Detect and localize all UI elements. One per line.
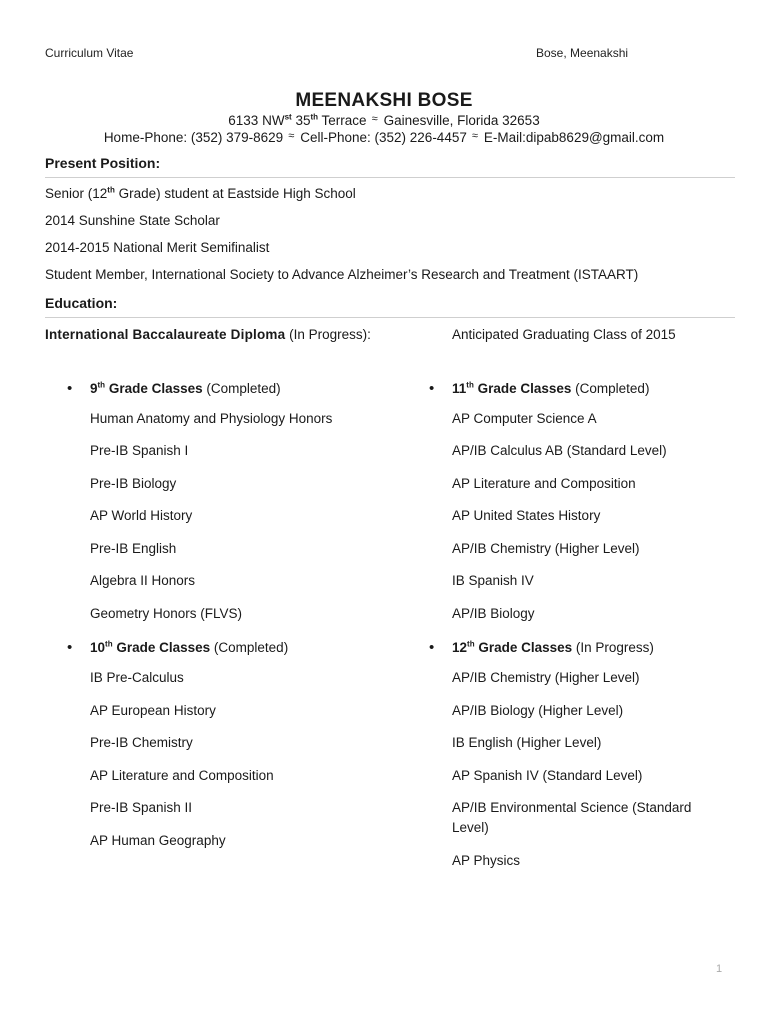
class-item: IB Spanish IV (452, 573, 534, 588)
class-item: IB Pre-Calculus (90, 670, 184, 685)
class-item: AP/IB Calculus AB (Standard Level) (452, 443, 667, 458)
class-item: Pre-IB Spanish I (90, 443, 189, 458)
class-item: AP Literature and Composition (452, 476, 636, 491)
street-suffix-2: th (310, 112, 319, 122)
grade-number: 11 (452, 381, 467, 396)
class-item: AP Spanish IV (Standard Level) (452, 768, 643, 783)
address-line (0, 113, 768, 128)
street-prefix: 6133 NW (228, 113, 285, 128)
graduating-class: Anticipated Graduating Class of 2015 (452, 327, 676, 342)
class-item: AP World History (90, 508, 193, 523)
separator-glyph: ≈ (288, 130, 295, 142)
class-item: AP/IB Chemistry (Higher Level) (452, 541, 640, 556)
bullet-icon: • (67, 380, 73, 397)
grade-label: Grade Classes (474, 640, 573, 655)
page-number: 1 (716, 963, 723, 975)
class-item: Geometry Honors (FLVS) (90, 606, 243, 621)
separator-glyph: ≈ (471, 130, 478, 142)
ordinal-suffix: th (105, 639, 113, 649)
grade-heading (429, 380, 650, 397)
class-item: AP Literature and Composition (90, 768, 274, 783)
grade-label: Grade Classes (112, 640, 211, 655)
grade-status: (Completed) (210, 640, 289, 655)
diploma-title: International Baccalaureate Diploma (45, 327, 286, 342)
cell-phone: Cell-Phone: (352) 226-4457 (300, 130, 467, 145)
email: E-Mail:dipab8629@gmail.com (483, 130, 665, 145)
home-phone: Home-Phone: (352) 379-8629 (103, 130, 284, 145)
contact-line (0, 130, 768, 145)
class-item: AP/IB Biology (Higher Level) (452, 703, 624, 718)
present-position-heading: Present Position: (45, 155, 161, 171)
grade-heading (67, 380, 281, 397)
section-divider (45, 317, 735, 318)
ordinal-suffix: th (467, 639, 475, 649)
grade-status: (Completed) (202, 381, 281, 396)
street-number: 35 (291, 113, 311, 128)
class-item: Pre-IB English (90, 541, 177, 556)
section-divider (45, 177, 735, 178)
class-item: AP European History (90, 703, 216, 718)
class-item: AP Physics (452, 853, 521, 868)
position-item: 2014 Sunshine State Scholar (45, 213, 220, 228)
bullet-icon: • (67, 639, 73, 656)
class-item: AP Computer Science A (452, 411, 597, 426)
class-item: Pre-IB Chemistry (90, 735, 193, 750)
class-item: Human Anatomy and Physiology Honors (90, 411, 333, 426)
class-item: Pre-IB Biology (90, 476, 177, 491)
bullet-icon: • (429, 380, 435, 397)
cv-name: MEENAKSHI BOSE (295, 90, 473, 111)
class-item: Pre-IB Spanish II (90, 800, 193, 815)
separator-glyph: ≈ (371, 113, 378, 125)
position-item (45, 186, 356, 201)
grade-number: 10 (90, 640, 106, 655)
position-text: Grade) student at Eastside High School (114, 186, 356, 201)
education-heading: Education: (45, 295, 118, 311)
grade-status: (Completed) (571, 381, 650, 396)
ordinal-suffix: th (107, 185, 115, 195)
position-item: 2014-2015 National Merit Semifinalist (45, 240, 270, 255)
class-item: IB English (Higher Level) (452, 735, 602, 750)
diploma-status: (In Progress): (285, 327, 371, 342)
class-item: AP United States History (452, 508, 601, 523)
grade-number: 9 (90, 381, 98, 396)
class-item: AP Human Geography (90, 833, 226, 848)
ordinal-suffix: th (97, 380, 106, 390)
position-item: Student Member, International Society to Advance Alzheimer’s Research and Treatment (ISTAART) (45, 267, 639, 282)
class-item: AP/IB Chemistry (Higher Level) (452, 670, 640, 685)
bullet-icon: • (429, 639, 435, 656)
class-item: AP/IB Biology (452, 606, 535, 621)
grade-number: 12 (452, 640, 468, 655)
running-header-right: Bose, Meenakshi (536, 46, 629, 60)
street-postfix: Terrace (318, 113, 367, 128)
diploma-line (45, 327, 371, 342)
grade-label: Grade Classes (473, 381, 572, 396)
class-item: Algebra II Honors (90, 573, 196, 588)
grade-status: (In Progress) (572, 640, 654, 655)
position-text: Senior (12 (45, 186, 108, 201)
grade-heading (67, 639, 289, 656)
street-suffix-1: st (284, 112, 292, 122)
running-header-left: Curriculum Vitae (45, 46, 134, 60)
grade-label: Grade Classes (105, 381, 203, 396)
grade-heading (429, 639, 654, 656)
class-item: AP/IB Environmental Science (Standard Level) (452, 800, 692, 835)
ordinal-suffix: th (466, 380, 474, 390)
city-state-zip: Gainesville, Florida 32653 (383, 113, 540, 128)
